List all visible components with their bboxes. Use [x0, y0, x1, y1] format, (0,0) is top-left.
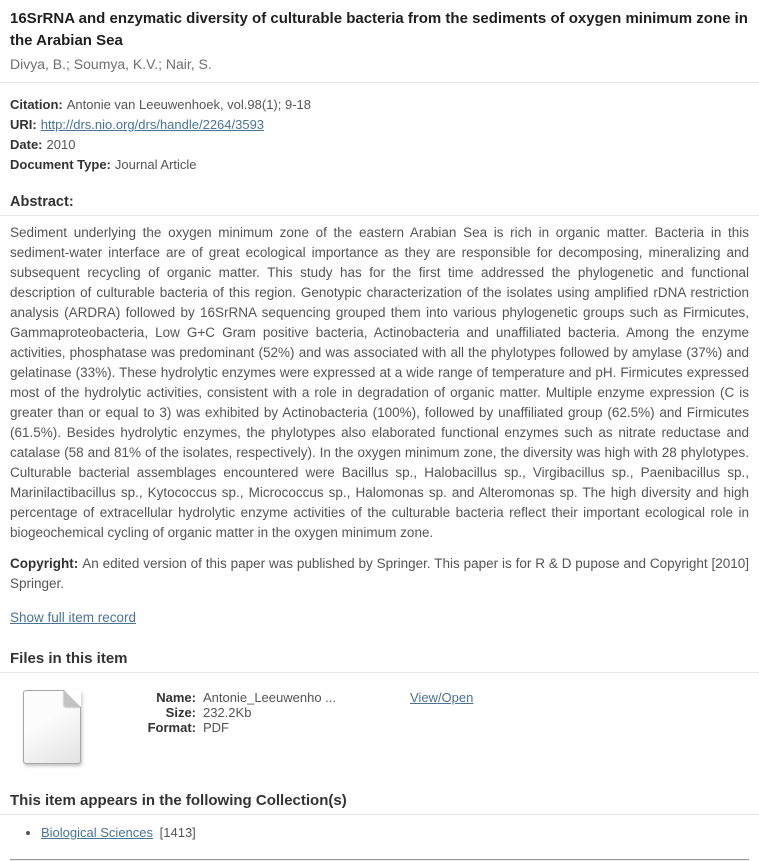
file-format-label: Format: [147, 720, 196, 735]
file-size-label: Size: [165, 705, 196, 720]
show-full-item-record-link[interactable]: Show full item record [10, 610, 137, 625]
divider [0, 672, 759, 673]
doctype-row [10, 155, 749, 175]
divider [0, 215, 759, 216]
date-row [10, 135, 749, 155]
collection-link-biological-sciences[interactable]: Biological Sciences [41, 825, 154, 840]
page-title: 16SrRNA and enzymatic diversity of culturable bacteria from the sediments of oxygen minimum zone in the Arabian Sea [10, 10, 748, 49]
date-label: Date: [10, 137, 43, 152]
citation-row [10, 95, 749, 115]
file-format-value: PDF [203, 720, 229, 735]
uri-row [10, 115, 749, 135]
citation-value: Antonie van Leeuwenhoek, vol.98(1); 9-18 [66, 97, 311, 112]
view-open-link[interactable]: View/Open [410, 690, 474, 705]
doctype-value: Journal Article [114, 157, 197, 172]
citation-label: Citation: [10, 97, 63, 112]
authors-line: Divya, B.; Soumya, K.V.; Nair, S. [10, 56, 212, 72]
file-name-label: Name: [156, 690, 196, 705]
abstract-text: Sediment underlying the oxygen minimum zone of the eastern Arabian Sea is rich in organic matter. Bacteria in this sediment-water interface are of great ecological importance as they are responsible for decomposing, mineralizing and subsequent recycling of organic matter. This study has for the first time addressed the phylogenetic and functional description of culturable bacteria of this region. Genotypic characterization of the isolates using amplified rDNA restriction analysis (ARDRA) followed by 16SrRNA sequencing grouped them into various phylogenetic groups such as Firmicutes, Gammaproteobacteria, Low G+C Gram positive bacteria, Actinobacteria and unaffiliated bacteria. Among the enzyme activities, phosphatase was predominant (52%) and was associated with all the phylotypes followed by amylase (37%) and gelatinase (33%). These hydrolytic enzymes were expressed at a wide range of temperature and pH. Firmicutes expressed most of the hydrolytic activities, consistent with a role in degradation of organic matter. Multiple enzyme expression (C is greater than or equal to 3) was exhibited by Actinobacteria (100%), followed by unaffiliated group (62.5%) and Firmicutes (61.5%). Besides hydrolytic enzymes, the phylotypes also elaborated functional enzymes such as nitrate reductase and catalase (58 and 81% of the isolates, respectively). In the oxygen minimum zone, the diversity was high with 28 phylotypes. Culturable bacterial assemblages encountered were Bacillus sp., Halobacillus sp., Virgibacillus sp., Paenibacillus sp., Marinilactibacillus sp., Kytococcus sp., Micrococcus sp., Halomonas sp. and Alteromonas sp. The high diversity and high percentage of extracellular hydrolytic enzyme activities of the culturable bacteria reflect their important ecological role in biogeochemical cycling of organic matter in the oxygen minimum zone. [10, 225, 749, 540]
file-list-item [10, 690, 749, 764]
uri-label: URI: [10, 117, 37, 132]
copyright-value: An edited version of this paper was published by Springer. This paper is for R & D pupose and Copyright [2010] Springer. [10, 556, 749, 591]
date-value: 2010 [46, 137, 76, 152]
file-name-row [144, 690, 410, 705]
uri-link[interactable]: http://drs.nio.org/drs/handle/2264/3593 [40, 117, 265, 132]
abstract-heading: Abstract: [10, 194, 74, 210]
metadata-block [10, 95, 749, 175]
doctype-label: Document Type: [10, 157, 111, 172]
copyright-text [10, 554, 749, 594]
file-format-row [144, 720, 410, 735]
file-info-block [144, 690, 410, 735]
document-file-icon [23, 690, 81, 764]
files-section-heading: Files in this item [10, 650, 128, 667]
divider [0, 82, 759, 83]
file-size-value: 232.2Kb [203, 705, 252, 720]
divider [0, 814, 759, 815]
file-size-row [144, 705, 410, 720]
collections-section-heading: This item appears in the following Collection(s) [10, 792, 347, 809]
file-name-value: Antonie_Leeuwenho ... [203, 690, 336, 705]
collection-item-count: [1413] [159, 825, 196, 840]
copyright-label: Copyright: [10, 556, 79, 571]
collection-list-item [41, 824, 749, 842]
collections-list [10, 824, 749, 842]
